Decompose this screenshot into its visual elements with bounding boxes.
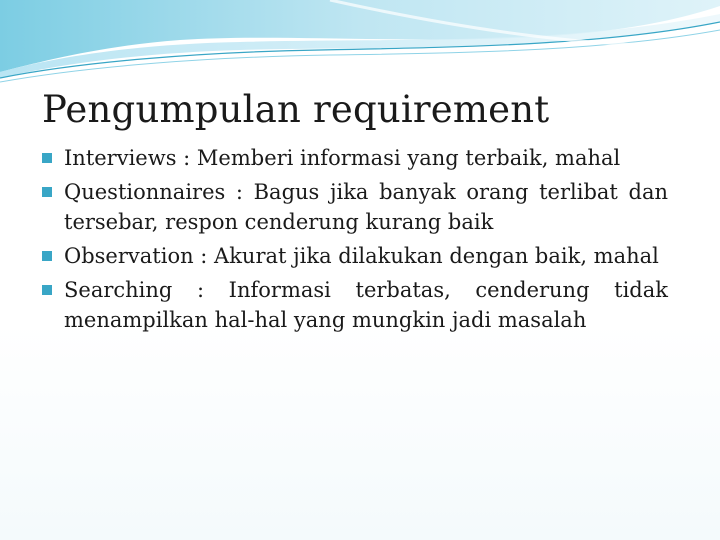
bullet-item-searching — [42, 275, 668, 335]
bullet-item-observation — [42, 241, 668, 271]
bullet-text: Interviews : Memberi informasi yang terbaik, mahal — [64, 146, 621, 170]
square-bullet-icon — [42, 251, 52, 261]
bullet-list — [42, 143, 668, 339]
bullet-text: Observation : Akurat jika dilakukan dengan baik, mahal — [64, 244, 659, 268]
slide-title: Pengumpulan requirement — [42, 88, 550, 131]
square-bullet-icon — [42, 187, 52, 197]
bullet-item-questionnaires — [42, 177, 668, 237]
square-bullet-icon — [42, 285, 52, 295]
bullet-text: Searching : Informasi terbatas, cenderung tidak menampilkan hal-hal yang mungkin jadi masalah — [64, 278, 668, 332]
square-bullet-icon — [42, 153, 52, 163]
bullet-item-interviews — [42, 143, 668, 173]
bullet-text: Questionnaires : Bagus jika banyak orang terlibat dan tersebar, respon cenderung kurang baik — [64, 180, 668, 234]
header-wave-decoration — [0, 0, 720, 90]
